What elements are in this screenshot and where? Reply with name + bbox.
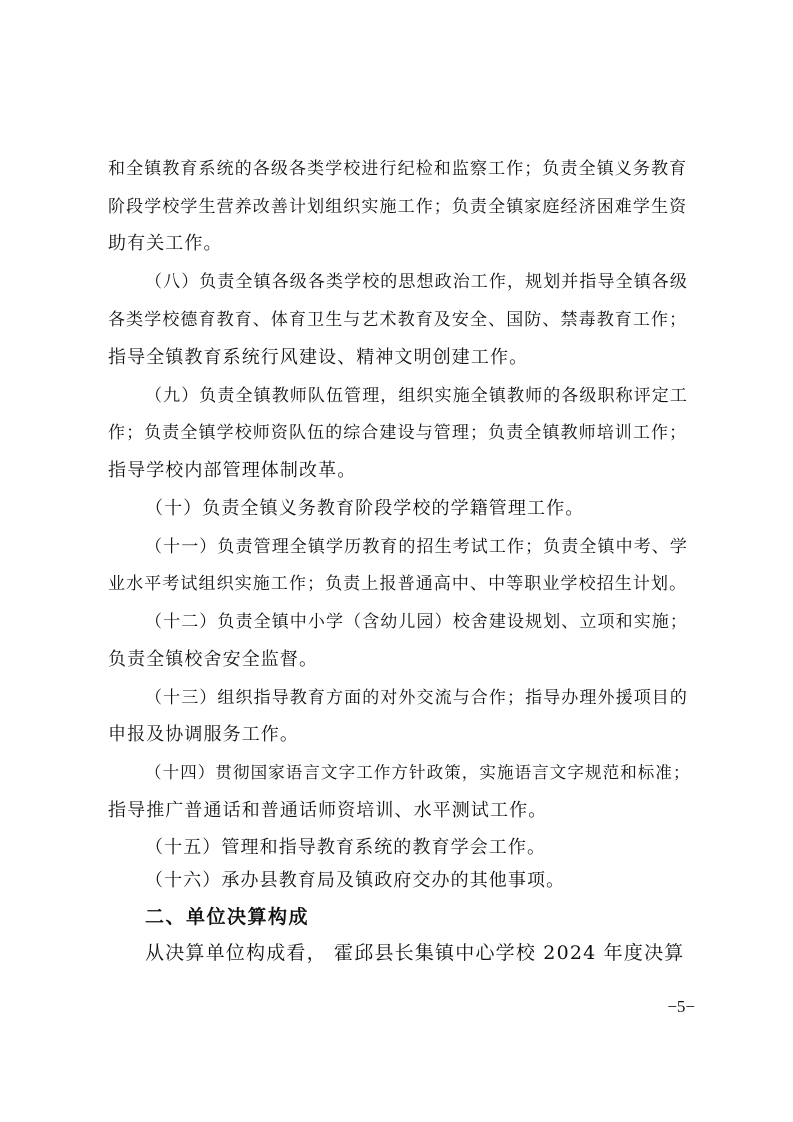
body-text-line: 作；负责全镇学校师资队伍的综合建设与管理；负责全镇教师培训工作； [108,423,688,443]
body-text-line: 阶段学校学生营养改善计划组织实施工作；负责全镇家庭经济困难学生资 [108,197,688,217]
paragraph-item-16: （十六）承办县教育局及镇政府交办的其他事项。 [145,870,566,891]
body-text-line: 助有关工作。 [108,233,223,254]
body-text-line: 从决算单位构成看， 霍邱县长集镇中心学校 2024 年度决算 [145,942,685,964]
paragraph-item-15: （十五）管理和指导教育系统的教育学会工作。 [145,837,547,858]
body-text-line: 申报及协调服务工作。 [108,724,299,745]
body-text-line: 指导推广普通话和普通话师资培训、水平测试工作。 [108,800,548,821]
paragraph-item-11: （十一）负责管理全镇学历教育的招生考试工作；负责全镇中考、学 [145,537,688,557]
paragraph-item-10: （十）负责全镇义务教育阶段学校的学籍管理工作。 [145,498,585,519]
body-text-line: 和全镇教育系统的各级各类学校进行纪检和监察工作；负责全镇义务教育 [108,159,688,179]
body-text-line: 业水平考试组织实施工作；负责上报普通高中、中等职业学校招生计划。 [108,574,688,594]
body-text-line: 指导学校内部管理体制改革。 [108,460,357,481]
page-number: −5− [667,997,695,1016]
body-text-line: 各类学校德育教育、体育卫生与艺术教育及安全、国防、禁毒教育工作； [108,310,688,330]
paragraph-item-14: （十四）贯彻国家语言文字工作方针政策，实施语言文字规范和标准； [145,763,691,782]
paragraph-item-13: （十三）组织指导教育方面的对外交流与合作；指导办理外援项目的 [145,688,688,708]
paragraph-item-8: （八）负责全镇各级各类学校的思想政治工作，规划并指导全镇各级 [145,272,688,292]
paragraph-item-12: （十二）负责全镇中小学（含幼儿园）校舍建设规划、立项和实施； [145,612,688,632]
body-text-line: 指导全镇教育系统行风建设、精神文明创建工作。 [108,347,529,368]
section-heading: 二、单位决算构成 [145,906,310,928]
body-text-line: 负责全镇校舍安全监督。 [108,649,319,670]
paragraph-item-9: （九）负责全镇教师队伍管理，组织实施全镇教师的各级职称评定工 [145,386,688,406]
